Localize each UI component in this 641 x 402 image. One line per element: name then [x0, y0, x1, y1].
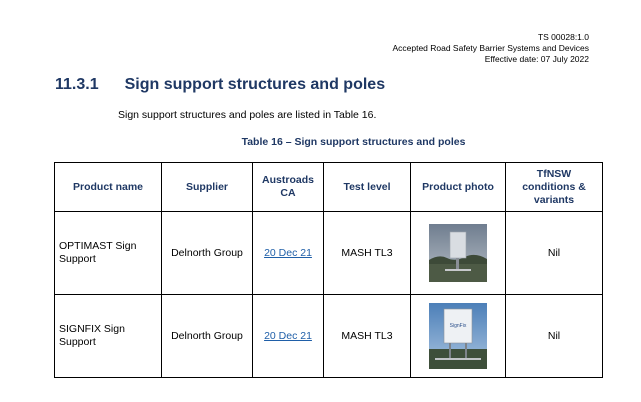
- section-number: 11.3.1: [55, 76, 99, 93]
- effective-date: Effective date: 07 July 2022: [484, 54, 589, 64]
- conditions: Nil: [506, 295, 603, 378]
- sign-support-photo: [429, 224, 487, 282]
- test-level: MASH TL3: [324, 295, 411, 378]
- product-photo: [411, 295, 506, 378]
- ca-link[interactable]: 20 Dec 21: [264, 246, 312, 259]
- product-photo: [411, 212, 506, 295]
- header-product-photo: Product photo: [411, 163, 506, 212]
- table-row: [55, 295, 603, 378]
- document-header: [392, 32, 589, 65]
- austroads-ca: [253, 295, 324, 378]
- doc-title: Accepted Road Safety Barrier Systems and Devices: [392, 43, 589, 53]
- supplier: Delnorth Group: [162, 295, 253, 378]
- table-header-row: [55, 163, 603, 212]
- test-level: MASH TL3: [324, 212, 411, 295]
- ca-link[interactable]: 20 Dec 21: [264, 329, 312, 342]
- signfix-photo-label: SignFix: [449, 323, 467, 329]
- header-product-name: Product name: [55, 163, 162, 212]
- section-heading: [55, 76, 385, 94]
- header-austroads-ca: Austroads CA: [253, 163, 324, 212]
- signfix-photo: [429, 303, 487, 369]
- conditions: Nil: [506, 212, 603, 295]
- intro-text: Sign support structures and poles are listed in Table 16.: [118, 109, 377, 121]
- header-test-level: Test level: [324, 163, 411, 212]
- product-name: SIGNFIX Sign Support: [55, 295, 162, 378]
- doc-id: TS 00028:1.0: [537, 32, 589, 42]
- austroads-ca: [253, 212, 324, 295]
- supplier: Delnorth Group: [162, 212, 253, 295]
- table-caption: Table 16 – Sign support structures and poles: [241, 136, 466, 148]
- product-name: OPTIMAST Sign Support: [55, 212, 162, 295]
- products-table: [54, 162, 603, 378]
- table-row: [55, 212, 603, 295]
- header-conditions: TfNSW conditions & variants: [506, 163, 603, 212]
- header-supplier: Supplier: [162, 163, 253, 212]
- section-title: Sign support structures and poles: [124, 76, 386, 93]
